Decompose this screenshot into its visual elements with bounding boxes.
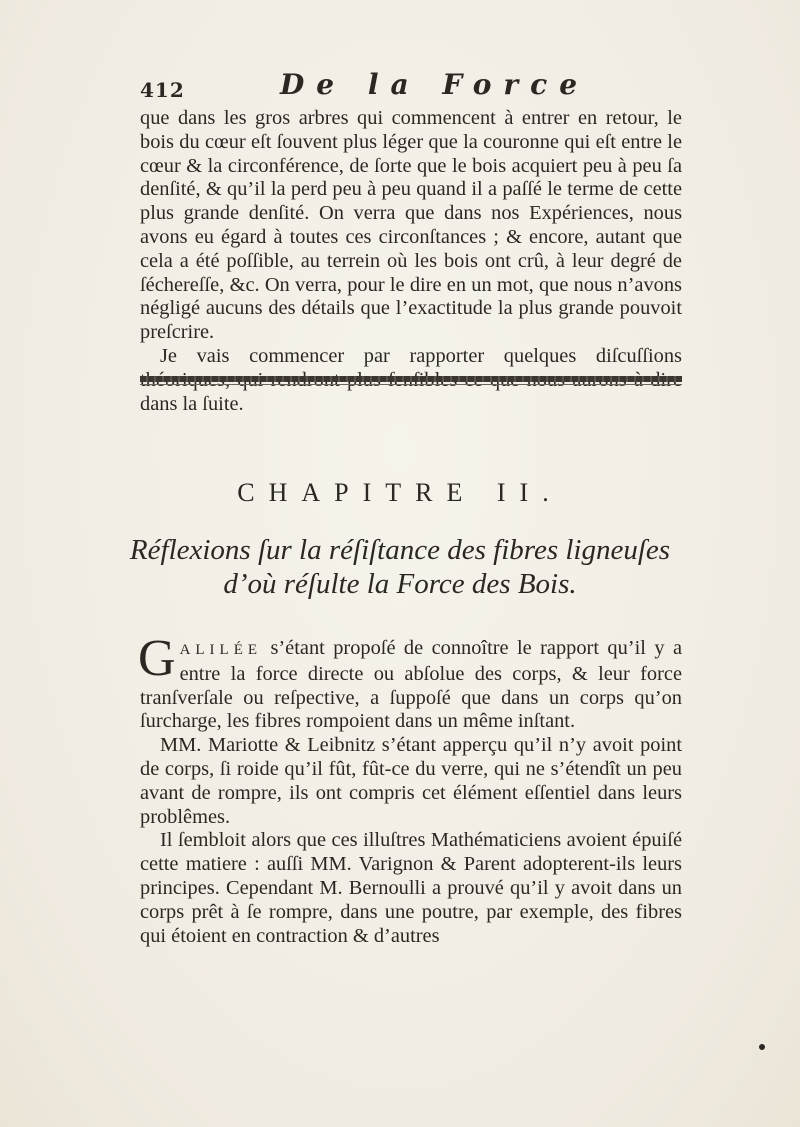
chapter-title-line: Réflexions ſur la réſiſtance des fibres ligneuſes (129, 534, 671, 566)
paragraph-text: s’étant propoſé de connoître le rapport qu’il y a entre la force directe ou abſolue des corps, & leur force tranſverſale ou reſpective, a ſuppoſé que dans un corps qu’on ſurcharge, les fibres rompoient dans un même inſtant. (140, 637, 682, 733)
running-head (140, 68, 680, 108)
intro-text (140, 107, 682, 416)
ink-blot (759, 1044, 765, 1050)
chapter-title-line: d’où réſulte la Force des Bois. (223, 568, 577, 600)
chapter-title (120, 533, 680, 601)
chapter-paragraph: MM. Mariotte & Leibnitz s’étant apperçu qu’il n’y avoit point de corps, ſi roide qu’il fût, fût-ce du verre, qui ne s’étendît un peu avant de rompre, ils ont compris cet élément eſſentiel dans leurs problêmes. (140, 734, 682, 828)
ornamental-rule (140, 376, 682, 382)
first-word: ALILÉE (179, 642, 263, 658)
rule-underline (140, 384, 682, 385)
chapter-heading: CHAPITRE II. (237, 478, 563, 507)
intro-paragraph: que dans les gros arbres qui commencent à entrer en retour, le bois du cœur eſt ſouvent plus léger que la couronne qui eſt entre le cœur & la circonférence, de ſorte que le bois acquiert peu à peu ſa denſité, & qu’il la perd peu à peu quand il a paſſé le terme de cette plus grande denſité. On verra que dans nos Expériences, nous avons eu égard à toutes ces circonſtances ; & encore, autant que cela a été poſſible, au terrein où les bois ont crû, à leur degré de ſéchereſſe, &c. On verra, pour le dire en un mot, que nous n’avons négligé aucuns des détails que l’exactitude la plus grande pouvoit preſcrire. (140, 107, 682, 344)
chapter-text (138, 630, 682, 948)
chapter-paragraph (138, 630, 682, 734)
page-number: 412 (140, 78, 185, 102)
running-title: De la Force (280, 68, 590, 101)
drop-cap: G (138, 630, 176, 687)
chapter-paragraph: Il ſembloit alors que ces illuſtres Mathématiciens avoient épuiſé cette matiere : auſſi MM. Varignon & Parent adopterent-ils leurs principes. Cependant M. Bernoulli a prouvé qu’il y avoit dans un corps prêt à ſe rompre, dans une poutre, par exemple, des fibres qui étoient en contraction & d’autres (140, 829, 682, 947)
intro-paragraph: Je vais commencer par rapporter quelques diſcuſſions dans la ſuite. (140, 344, 682, 415)
